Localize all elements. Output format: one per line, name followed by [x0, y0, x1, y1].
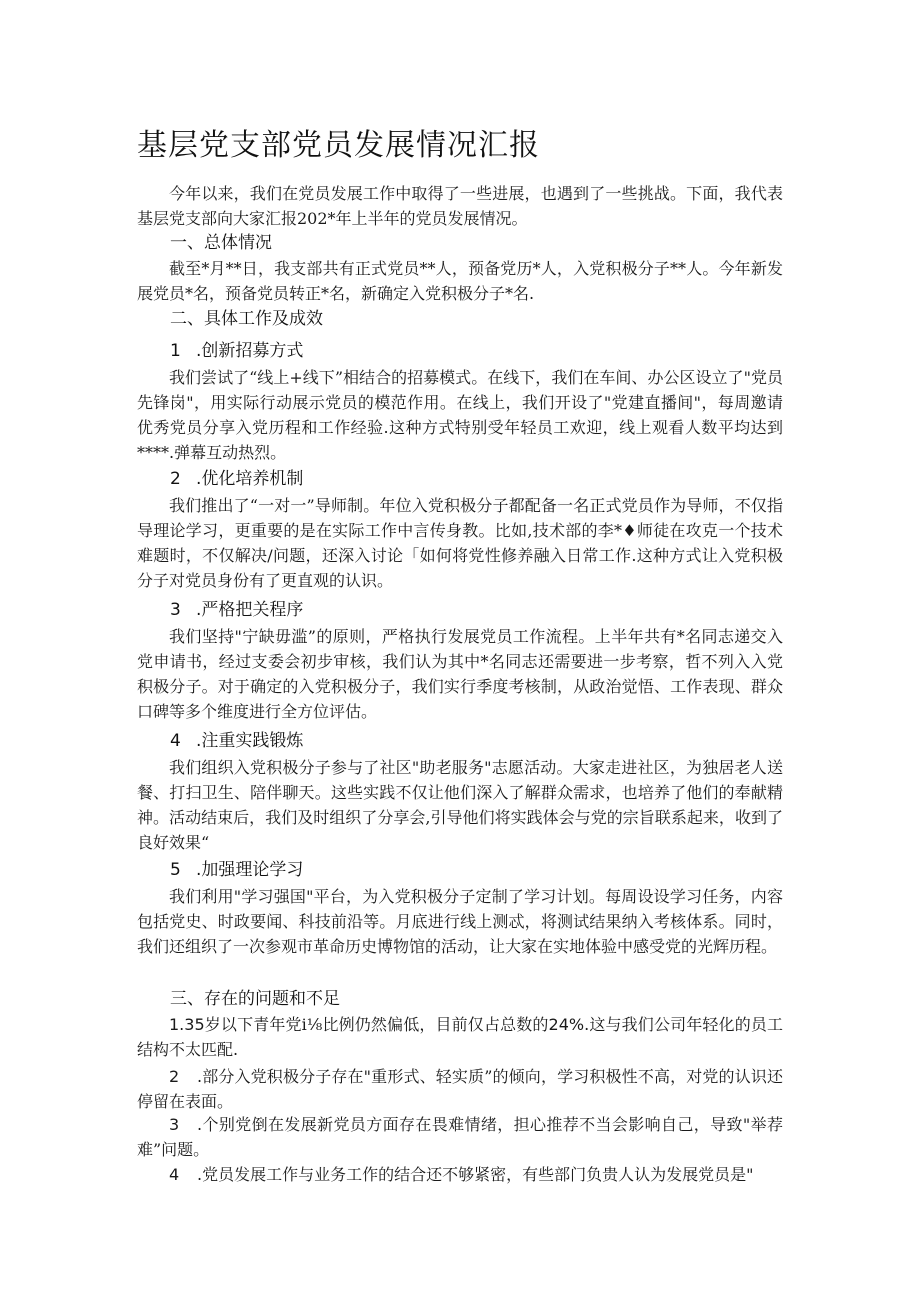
problem-item: [137, 1162, 783, 1187]
subheading-number: 1: [170, 341, 181, 361]
overview-paragraph: 截至*月**日，我支部共有正式党员**人，预备党历*人，入党积极分子**人。今年新发展党员*名，预备党员转正*名，新确定入党积极分子*名.: [137, 259, 783, 303]
subheading-study: [170, 857, 303, 883]
problem-number: 4: [169, 1165, 180, 1184]
problem-item: [137, 1112, 783, 1162]
problem-number: 2: [169, 1067, 180, 1086]
section-heading-problems: 三、存在的问题和不足: [170, 989, 340, 1009]
training-paragraph: 我们推出了“一对一”导师制。年位入党积极分子都配备一名正式党员作为导师，不仅指导理论学习，更重要的是在实际工作中言传身教。比如,技术部的李*♦师徒在攻克一个技术难题时，不仅解决/问题，还深入讨论「如何将党性修养融入日常工作.这种方式让入党积极分子对党员身份有了更直观的认识。: [137, 496, 783, 590]
subheading-label: .严格把关程序: [196, 600, 304, 620]
subheading-label: .创新招募方式: [196, 341, 304, 361]
subheading-number: 3: [170, 600, 181, 620]
recruitment-paragraph: 我们尝试了“线上+线下”相结合的招募模式。在线下，我们在车间、办公区设立了"党员先锋岗"，用实际行动展示党员的模范作用。在线上，我们开设了"党建直播间"，每周邀请优秀党员分享入党历程和工作经验.这种方式特别受年轻员工欢迎，线上观看人数平均达到****.弹幕互动热烈。: [137, 368, 783, 462]
subheading-label: .优化培养机制: [196, 469, 304, 489]
study-paragraph: 我们利用"学习强国"平台，为入党积极分子定制了学习计划。每周设设学习任务，内容包括党史、时政要闻、科技前沿等。月底进行线上测忒，将测试结果纳入考核体系。同时，我们还组织了一次参观市革命历史博物馆的活动，让大家在实地体验中感受党的光辉历程。: [137, 887, 783, 956]
document-title: 基层党支部党员发展情况汇报: [137, 128, 540, 163]
section-heading-overview: 一、总体情况: [170, 233, 272, 253]
practice-paragraph: 我们组织入党积极分子参与了社区"助老服务"志愿活动。大家走进社区，为独居老人送餐、打扫卫生、陪伴聊天。这些实践不仅让他们深入了解群众需求，也培养了他们的奉献精神。活动结束后，我们及时组织了分享会,引导他们将实践体会与党的宗旨联系起来，收到了良好效果“: [137, 758, 783, 852]
subheading-number: 4: [170, 731, 181, 751]
subheading-number: 2: [170, 469, 181, 489]
problem-number: 3: [169, 1115, 180, 1134]
problem-percentage: 24%: [548, 1015, 585, 1034]
problem-item: [137, 1064, 783, 1114]
subheading-practice: [170, 728, 303, 754]
subheading-label: .注重实践锻炼: [196, 731, 304, 751]
problem-text-continued: .这与我们公司年轻化的员工结构不太匹配.: [137, 1015, 783, 1059]
problem-text: .个别党倒在发展新党员方面存在畏难情绪，担心推荐不当会影响自己，导致"举荐难”问题。: [137, 1115, 783, 1159]
subheading-training: [170, 466, 303, 492]
section-heading-work: 二、具体工作及成效: [170, 309, 323, 329]
procedure-paragraph: 我们坚持"宁缺毋滥”的原则，严格执行发展党员工作流程。上半年共有*名同志递交入党申请书，经过支委会初步审核，我们认为其中*名同志还需要进一步考察，哲不列入入党积极分子。对于确定的入党积极分子，我们实行季度考核制，从政治觉悟、工作表现、群众口碑等多个维度进行全方位评估。: [137, 627, 783, 721]
subheading-recruitment: [170, 338, 303, 364]
subheading-label: .加强理论学习: [196, 860, 304, 880]
problem-text: .部分入党积极分子存在"重形式、轻实质”的倾向，学习积极性不高，对党的认识还停留在表面。: [137, 1067, 783, 1111]
intro-paragraph: 今年以来，我们在党员发展工作中取得了一些进展，也遇到了一些挑战。下面，我代表基层党支部向大家汇报202*年上半年的党员发展情况。: [137, 184, 783, 228]
problem-text: .党员发展工作与业务工作的结合还不够紧密，有些部门负贵人认为发展党员是": [197, 1165, 754, 1184]
subheading-procedure: [170, 597, 303, 623]
problem-item: [137, 1012, 783, 1062]
problem-number: 1.35: [169, 1015, 205, 1034]
subheading-number: 5: [170, 860, 181, 880]
problem-text: 岁以下青年党i⅛比例仍然偏低，目前仅占总数的: [204, 1015, 549, 1034]
